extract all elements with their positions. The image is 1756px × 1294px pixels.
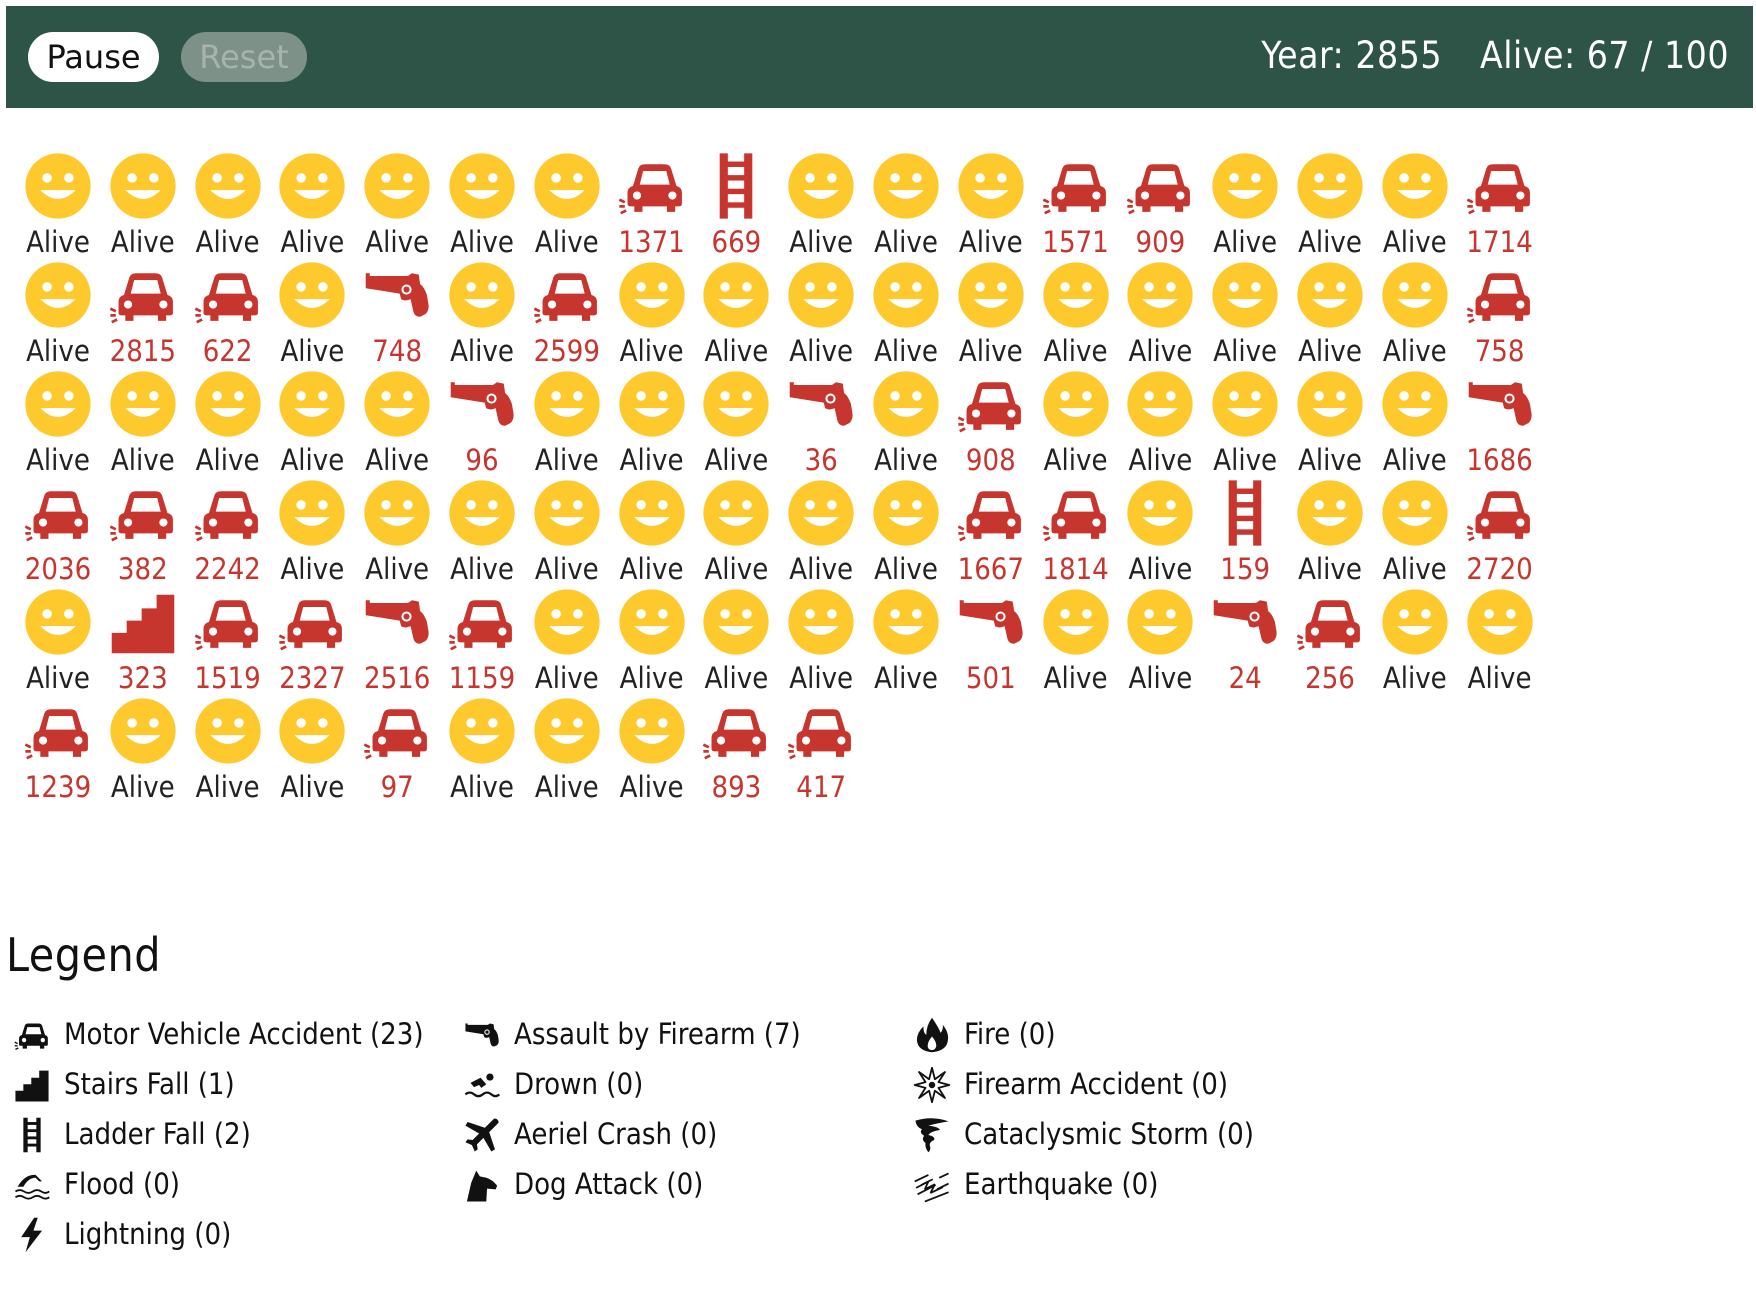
person-label: Alive	[789, 552, 854, 586]
person-label: Alive	[1128, 661, 1193, 695]
person-label: Alive	[619, 443, 684, 477]
pause-button[interactable]: Pause	[28, 32, 159, 82]
person-label: 159	[1220, 552, 1271, 586]
person-label: 417	[796, 770, 847, 804]
person-label: Alive	[280, 552, 345, 586]
person-dead	[1452, 261, 1548, 383]
person-label: Alive	[365, 443, 430, 477]
person-label: Alive	[534, 225, 599, 259]
person-label: Alive	[450, 552, 514, 586]
person-label: Alive	[704, 334, 769, 368]
year-counter: Year: 2855	[1261, 34, 1443, 77]
person-label: Alive	[450, 770, 514, 804]
person-label: Alive	[195, 443, 260, 477]
person-label: Alive	[958, 225, 1023, 259]
legend-item-label: Aeriel Crash (0)	[514, 1117, 718, 1151]
person-dead	[773, 697, 869, 819]
person-label: Alive	[1467, 661, 1532, 695]
legend-item-label: Flood (0)	[64, 1167, 180, 1201]
person-label: 1239	[24, 770, 92, 804]
person-label: Alive	[874, 334, 938, 368]
legend-item-label: Earthquake (0)	[964, 1167, 1159, 1201]
person-label: 893	[711, 770, 762, 804]
person-label: Alive	[450, 334, 514, 368]
legend-title: Legend	[6, 928, 161, 982]
person-label: 256	[1305, 661, 1355, 695]
person-label: Alive	[1213, 225, 1278, 259]
person-label: 1159	[448, 661, 516, 695]
person-label: 2327	[279, 661, 346, 695]
person-label: Alive	[280, 770, 345, 804]
person-label: Alive	[534, 770, 599, 804]
person-label: 2242	[194, 552, 261, 586]
person-label: Alive	[619, 661, 684, 695]
person-label: Alive	[26, 661, 90, 695]
person-label: Alive	[704, 552, 769, 586]
person-label: Alive	[1382, 334, 1447, 368]
person-label: Alive	[789, 661, 854, 695]
person-label: 501	[965, 661, 1016, 695]
person-label: 1667	[957, 552, 1024, 586]
person-label: Alive	[619, 334, 684, 368]
person-label: 1686	[1466, 443, 1533, 477]
person-label: Alive	[1213, 443, 1278, 477]
person-label: 758	[1474, 334, 1525, 368]
person-label: Alive	[1043, 661, 1108, 695]
person-label: Alive	[534, 443, 599, 477]
person-label: Alive	[280, 334, 345, 368]
legend-item-label: Drown (0)	[514, 1067, 644, 1101]
person-label: 909	[1135, 225, 1186, 259]
person-label: Alive	[195, 770, 260, 804]
person-label: Alive	[704, 443, 769, 477]
legend-item-label: Cataclysmic Storm (0)	[964, 1117, 1254, 1151]
legend-item-label: Stairs Fall (1)	[64, 1067, 235, 1101]
person-label: Alive	[1298, 552, 1362, 586]
person-label: Alive	[110, 770, 175, 804]
legend-item-label: Assault by Firearm (7)	[514, 1017, 801, 1051]
person-label: Alive	[1213, 334, 1278, 368]
person-label: Alive	[365, 225, 430, 259]
person-label: Alive	[1043, 443, 1108, 477]
person-label: Alive	[1128, 552, 1193, 586]
person-label: Alive	[1128, 443, 1193, 477]
person-label: Alive	[704, 661, 769, 695]
person-label: 2815	[109, 334, 176, 368]
person-label: Alive	[874, 661, 938, 695]
person-label: Alive	[619, 770, 684, 804]
person-label: 96	[465, 443, 499, 477]
person-label: Alive	[1382, 443, 1447, 477]
person-label: Alive	[789, 225, 854, 259]
person-label: Alive	[874, 443, 938, 477]
legend-item-label: Lightning (0)	[64, 1217, 232, 1251]
person-label: Alive	[1382, 552, 1447, 586]
person-label: 24	[1228, 661, 1262, 695]
person-label: Alive	[789, 334, 854, 368]
person-label: 622	[202, 334, 253, 368]
top-bar	[6, 6, 1753, 108]
person-label: 382	[117, 552, 168, 586]
person-label: Alive	[534, 552, 599, 586]
person-label: Alive	[26, 225, 90, 259]
person-dead	[1452, 370, 1548, 492]
person-label: Alive	[1128, 334, 1193, 368]
reset-button[interactable]: Reset	[181, 32, 307, 82]
person-label: Alive	[26, 334, 90, 368]
person-label: Alive	[280, 225, 345, 259]
person-label: Alive	[1382, 661, 1447, 695]
person-label: 908	[965, 443, 1016, 477]
person-label: Alive	[110, 225, 175, 259]
person-label: 1814	[1042, 552, 1109, 586]
person-label: Alive	[619, 552, 684, 586]
person-label: 748	[372, 334, 423, 368]
person-label: Alive	[26, 443, 90, 477]
person-label: 2599	[533, 334, 600, 368]
person-label: Alive	[365, 552, 430, 586]
person-dead	[1452, 479, 1548, 601]
person-label: 1371	[618, 225, 685, 259]
person-alive	[1452, 588, 1548, 710]
person-label: Alive	[1043, 334, 1108, 368]
person-label: Alive	[958, 334, 1023, 368]
person-label: Alive	[1298, 334, 1362, 368]
legend-item-label: Motor Vehicle Accident (23)	[64, 1017, 424, 1051]
person-label: 97	[380, 770, 414, 804]
legend-item-label: Fire (0)	[964, 1017, 1056, 1051]
person-label: 2720	[1466, 552, 1533, 586]
person-label: Alive	[874, 225, 938, 259]
alive-counter: Alive: 67 / 100	[1480, 34, 1729, 77]
person-label: 2516	[363, 661, 431, 695]
person-label: Alive	[1382, 225, 1447, 259]
person-label: Alive	[280, 443, 345, 477]
legend-item-label: Dog Attack (0)	[514, 1167, 704, 1201]
person-label: 2036	[24, 552, 92, 586]
legend-item-label: Firearm Accident (0)	[964, 1067, 1229, 1101]
person-label: Alive	[1298, 225, 1362, 259]
person-label: Alive	[874, 552, 938, 586]
person-dead	[1452, 152, 1548, 274]
person-label: 669	[711, 225, 762, 259]
person-label: Alive	[1298, 443, 1362, 477]
person-label: 1571	[1042, 225, 1109, 259]
person-label: Alive	[450, 225, 514, 259]
person-label: 36	[804, 443, 838, 477]
person-label: Alive	[534, 661, 599, 695]
legend-item-label: Ladder Fall (2)	[64, 1117, 251, 1151]
person-label: Alive	[110, 443, 175, 477]
person-label: 1519	[194, 661, 261, 695]
person-label: 1714	[1466, 225, 1533, 259]
person-label: 323	[117, 661, 168, 695]
stats-readout	[1261, 34, 1729, 77]
person-label: Alive	[195, 225, 260, 259]
